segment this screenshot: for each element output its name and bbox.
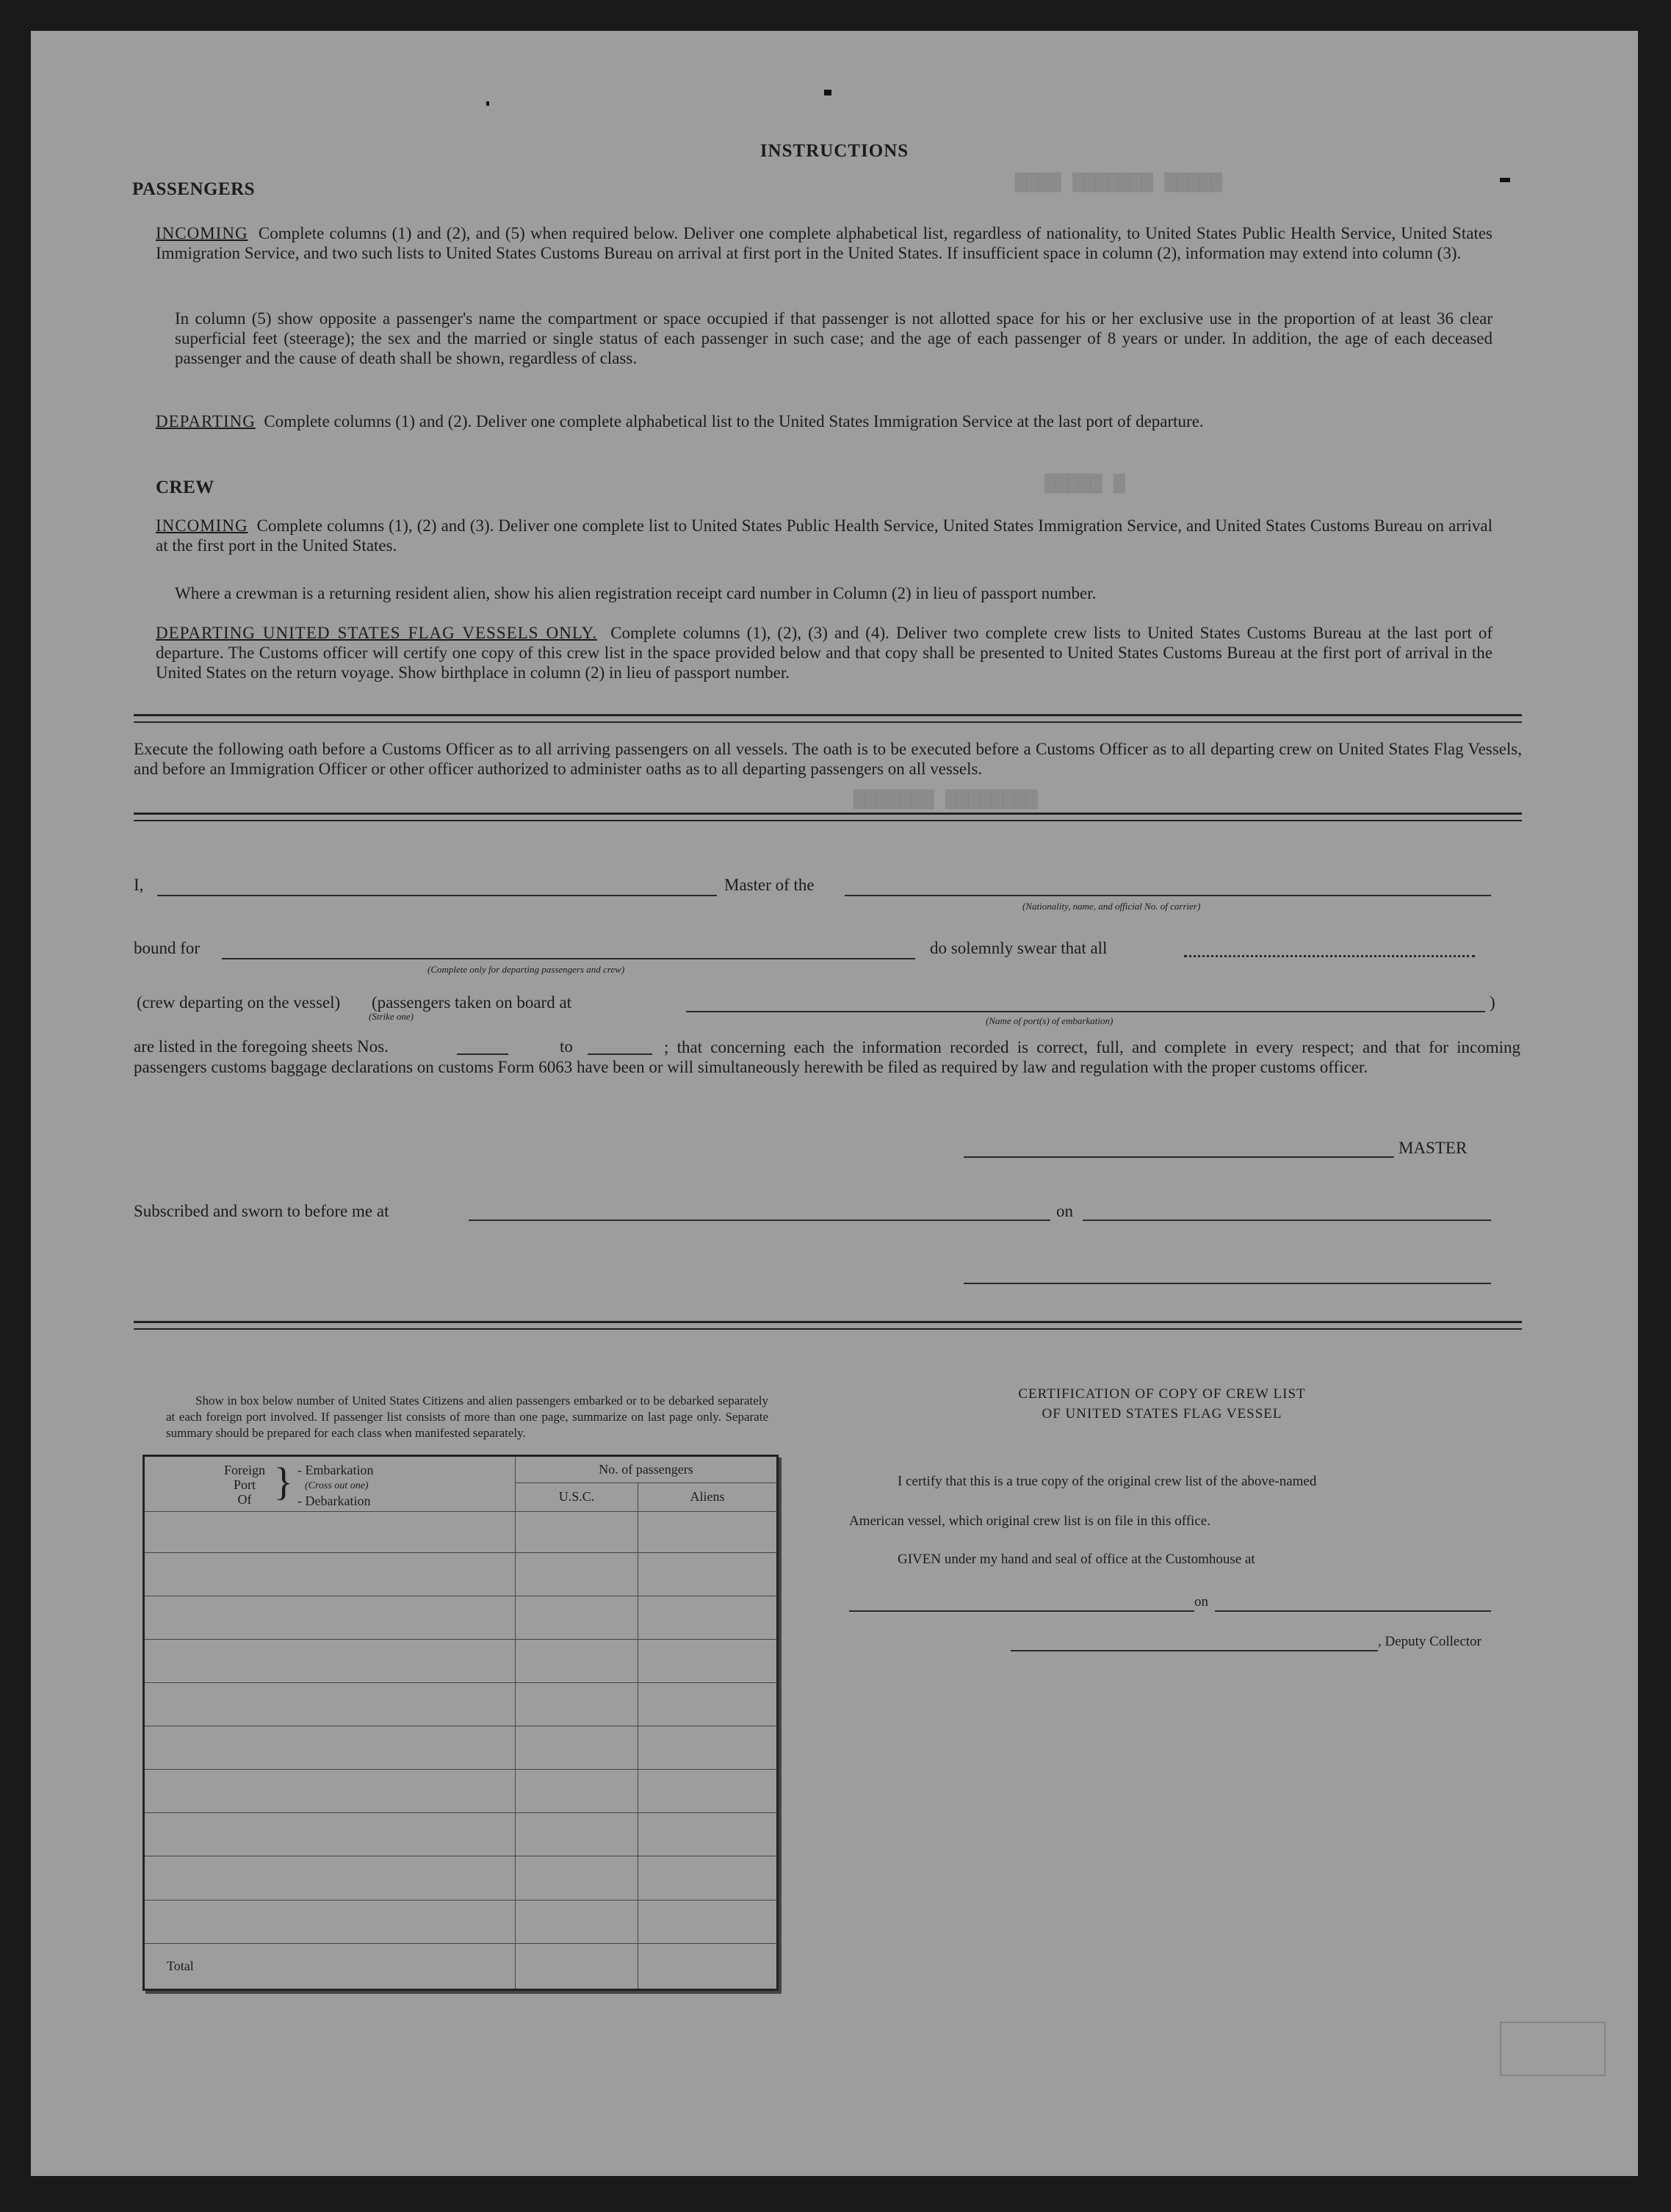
port-cell[interactable]: [144, 1683, 516, 1726]
port-cell[interactable]: [144, 1900, 516, 1943]
aliens-cell[interactable]: [638, 1683, 778, 1726]
to-label: to: [560, 1037, 573, 1056]
crew-departing-option[interactable]: (crew departing on the vessel): [137, 993, 341, 1012]
section-divider: [134, 820, 1522, 821]
table-row: [144, 1511, 778, 1552]
deputy-signature-field[interactable]: [1011, 1650, 1378, 1651]
section-divider: [134, 813, 1522, 815]
section-divider: [134, 721, 1522, 723]
usc-cell[interactable]: [516, 1856, 638, 1900]
page-title: INSTRUCTIONS: [759, 141, 909, 161]
ports-field[interactable]: [686, 1011, 1485, 1012]
master-label: MASTER: [1398, 1139, 1468, 1157]
form-page: [31, 31, 1638, 2176]
certification-text-3: GIVEN under my hand and seal of office at the Customhouse at: [898, 1552, 1255, 1567]
listed-text-2: ; that concerning each the information recorded is correct, full, and complete in every respect; and that for incoming passengers customs baggage declarations on customs Form 6063 have been or will simultaneously herewith be filed as required by law and regulation with the proper customs officer.: [134, 1038, 1520, 1076]
speck-decoration: [824, 90, 831, 96]
port-cell[interactable]: [144, 1856, 516, 1900]
bleed-through-decoration: ▇▇▇▇▇▇▇ ▇▇▇▇▇▇▇▇: [853, 788, 1038, 810]
swear-dotted-line: [1184, 955, 1475, 957]
table-row: [144, 1726, 778, 1770]
total-usc-cell[interactable]: [516, 1943, 638, 1989]
oath-i-label: I,: [134, 876, 144, 894]
section-divider: [134, 1321, 1522, 1323]
certification-date-field[interactable]: [1215, 1610, 1491, 1612]
aliens-header: Aliens: [638, 1483, 778, 1511]
crew-incoming-text: Complete columns (1), (2) and (3). Deliver one complete list to United States Public Health Service, United States Immigration Service, and United States Customs Bureau on arrival at the first port in the United States.: [156, 516, 1493, 555]
passengers-departing-text: Complete columns (1) and (2). Deliver one complete alphabetical list to the United States Immigration Service at the last port of departure.: [264, 412, 1204, 430]
usc-header: U.S.C.: [516, 1483, 638, 1511]
table-row: [144, 1900, 778, 1943]
aliens-cell[interactable]: [638, 1900, 778, 1943]
usc-cell[interactable]: [516, 1511, 638, 1552]
port-cell[interactable]: [144, 1813, 516, 1856]
table-row: [144, 1640, 778, 1683]
certification-on-label: on: [1194, 1594, 1208, 1610]
crew-incoming-paragraph: [156, 516, 1493, 555]
oath-intro: Execute the following oath before a Customs Officer as to all arriving passengers on all vessels. The oath is to be executed before a Customs Officer as to all departing crew on United States Flag Vessels, and before an Immigration Officer or other officer authorized to administer oaths as to all departing passengers on all vessels.: [134, 740, 1522, 778]
port-header: [144, 1456, 516, 1512]
customhouse-field[interactable]: [849, 1610, 1194, 1612]
port-cell[interactable]: [144, 1640, 516, 1683]
usc-cell[interactable]: [516, 1596, 638, 1639]
crew-heading: CREW: [156, 478, 214, 497]
of-label: Of: [237, 1491, 252, 1507]
aliens-cell[interactable]: [638, 1511, 778, 1552]
debarkation-option[interactable]: - Debarkation: [297, 1493, 371, 1508]
foreign-label: Foreign: [224, 1462, 265, 1477]
usc-cell[interactable]: [516, 1640, 638, 1683]
close-paren: ): [1490, 993, 1495, 1012]
bound-hint: (Complete only for departing passengers and crew): [427, 964, 625, 975]
passengers-incoming-paragraph-2: In column (5) show opposite a passenger's name the compartment or space occupied if that passenger is not allotted space for his or her exclusive use in the proportion of at least 36 clear superficial feet (steerage); the sex and the married or single status of each passenger in such case; and the age of each passenger of 8 years or under. In addition, the age of each deceased passenger and the cause of death shall be shown, regardless of class.: [175, 309, 1493, 367]
incoming-label: INCOMING: [156, 224, 248, 242]
brace-icon: }: [274, 1459, 293, 1504]
certification-text-1: I certify that this is a true copy of the original crew list of the above-named: [898, 1474, 1317, 1489]
table-row: [144, 1856, 778, 1900]
passengers-incoming-text: Complete columns (1) and (2), and (5) when required below. Deliver one complete alphabetical list, regardless of nationality, to United States Public Health Service, United States Immigration Service, and two such lists to United States Customs Bureau on arrival at first port in the United States. If insufficient space in column (2), information may extend into column (3).: [156, 224, 1493, 262]
passengers-incoming-paragraph: [156, 223, 1493, 263]
aliens-cell[interactable]: [638, 1856, 778, 1900]
table-row: [144, 1552, 778, 1596]
bleed-through-decoration: ▇▇▇▇▇ ▇: [1044, 472, 1125, 494]
flag-vessels-text: Complete columns (1), (2), (3) and (4). Deliver two complete crew lists to United States Customs Bureau at the last port of departure. The Customs officer will certify one copy of this crew list in the space provided below and that copy shall be presented to United States Customs Bureau at the first port of arrival in the United States on the return voyage. Show birthplace in column (2) in lieu of passport number.: [156, 624, 1493, 682]
port-cell[interactable]: [144, 1770, 516, 1813]
table-row: [144, 1683, 778, 1726]
subscribed-text: Subscribed and sworn to before me at: [134, 1202, 389, 1220]
flag-vessels-label: DEPARTING UNITED STATES FLAG VESSELS ONLY.: [156, 624, 597, 642]
total-row: [144, 1943, 778, 1989]
usc-cell[interactable]: [516, 1683, 638, 1726]
usc-cell[interactable]: [516, 1552, 638, 1596]
no-passengers-header: No. of passengers: [516, 1456, 778, 1483]
usc-cell[interactable]: [516, 1726, 638, 1770]
subscribed-place-field[interactable]: [469, 1220, 1050, 1221]
aliens-cell[interactable]: [638, 1770, 778, 1813]
certification-text-2: American vessel, which original crew list is on file in this office.: [849, 1513, 1210, 1529]
bound-for-field[interactable]: [222, 958, 915, 959]
stamp-box-decoration: [1500, 2022, 1606, 2076]
table-row: [144, 1770, 778, 1813]
section-divider: [134, 1328, 1522, 1330]
port-cell[interactable]: [144, 1511, 516, 1552]
crew-incoming-label: INCOMING: [156, 516, 248, 535]
master-signature-field[interactable]: [964, 1156, 1394, 1158]
certification-heading-2: OF UNITED STATES FLAG VESSEL: [1042, 1406, 1282, 1422]
passengers-heading: PASSENGERS: [132, 179, 256, 199]
usc-cell[interactable]: [516, 1813, 638, 1856]
passengers-taken-option[interactable]: (passengers taken on board at: [372, 993, 572, 1012]
ports-hint: (Name of port(s) of embarkation): [986, 1015, 1114, 1026]
carrier-hint: (Nationality, name, and official No. of carrier): [1022, 901, 1201, 912]
officer-signature-field[interactable]: [964, 1283, 1491, 1284]
table-row: [144, 1813, 778, 1856]
total-label: Total: [144, 1943, 516, 1989]
on-label: on: [1056, 1202, 1073, 1220]
port-label: Port: [233, 1477, 256, 1492]
table-row: [144, 1596, 778, 1639]
departing-label: DEPARTING: [156, 412, 256, 430]
aliens-cell[interactable]: [638, 1596, 778, 1639]
section-divider: [134, 714, 1522, 716]
usc-cell[interactable]: [516, 1900, 638, 1943]
strike-one-hint: (Strike one): [369, 1011, 414, 1022]
aliens-cell[interactable]: [638, 1813, 778, 1856]
port-cell[interactable]: [144, 1596, 516, 1639]
deputy-collector-label: , Deputy Collector: [1378, 1634, 1481, 1649]
aliens-cell[interactable]: [638, 1726, 778, 1770]
summary-instructions: Show in box below number of United States Citizens and alien passengers embarked or to be debarked separately at each foreign port involved. If passenger list consists of more than one page, summarize on last page only. Separate summary should be prepared for each class when manifested separately.: [166, 1394, 768, 1440]
bleed-through-decoration: ▇▇▇▇ ▇▇▇▇▇▇▇ ▇▇▇▇▇: [1015, 170, 1222, 192]
speck-decoration: [1500, 178, 1510, 182]
master-of-the-label: Master of the: [724, 876, 815, 894]
speck-decoration: [486, 101, 489, 106]
swear-text: do solemnly swear that all: [930, 939, 1108, 957]
passengers-departing-paragraph: [156, 411, 1493, 431]
listed-text-1: are listed in the foregoing sheets Nos.: [134, 1037, 389, 1056]
certification-heading: [868, 1384, 1456, 1424]
passenger-summary-table: [142, 1455, 779, 1991]
aliens-cell[interactable]: [638, 1552, 778, 1596]
carrier-field[interactable]: [845, 895, 1491, 896]
port-cell[interactable]: [144, 1726, 516, 1770]
aliens-cell[interactable]: [638, 1640, 778, 1683]
flag-vessels-paragraph: [156, 623, 1493, 682]
certification-heading-1: CERTIFICATION OF COPY OF CREW LIST: [1018, 1386, 1306, 1402]
bound-for-label: bound for: [134, 939, 201, 957]
embarkation-option[interactable]: - Embarkation: [297, 1462, 374, 1477]
port-cell[interactable]: [144, 1552, 516, 1596]
usc-cell[interactable]: [516, 1770, 638, 1813]
total-aliens-cell[interactable]: [638, 1943, 778, 1989]
crew-resident-paragraph: Where a crewman is a returning resident alien, show his alien registration receipt card number in Column (2) in lieu of passport number.: [175, 584, 1097, 602]
master-name-field[interactable]: [157, 895, 717, 896]
cross-out-hint: (Cross out one): [305, 1480, 369, 1491]
subscribed-date-field[interactable]: [1083, 1220, 1491, 1221]
